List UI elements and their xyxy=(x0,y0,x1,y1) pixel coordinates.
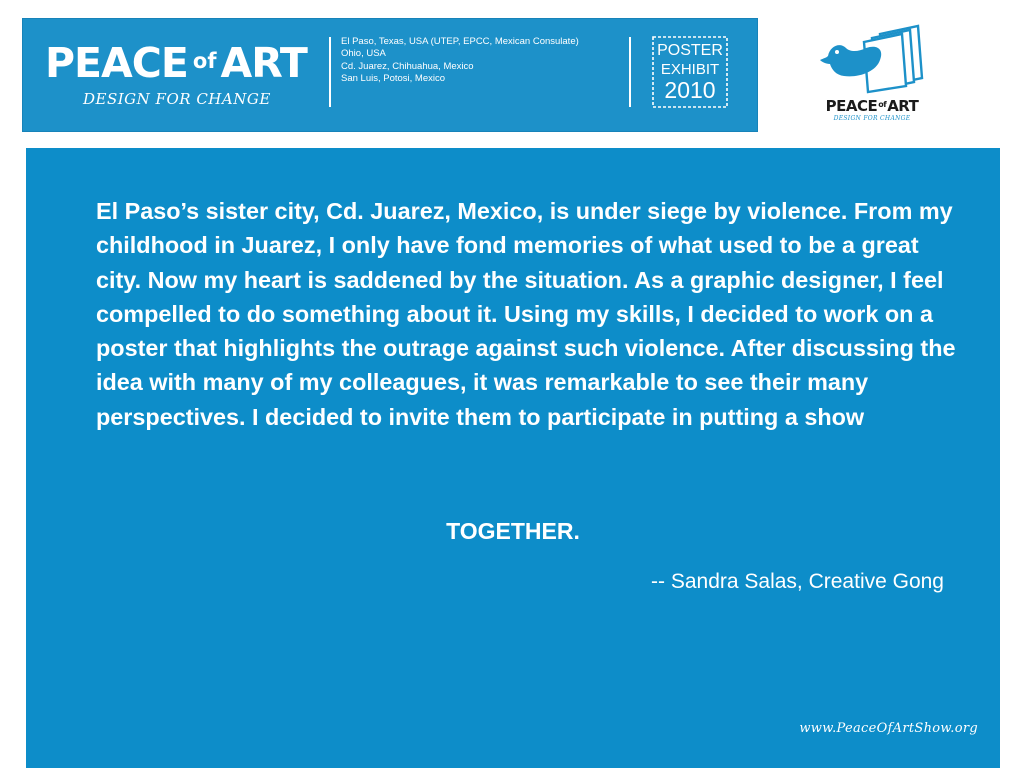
poster-exhibit-badge xyxy=(651,35,729,109)
website-link[interactable]: www.PeaceOfArtShow.org xyxy=(799,721,978,736)
quote-text: El Paso’s sister city, Cd. Juarez, Mexico, is under siege by violence. From my childhood in Juarez, I only have fond memories of what used to be a great city. Now my heart is saddened by the situation. As a graphic designer, I feel compelled to do something about it. Using my skills, I decided to work on a poster that highlights the outrage against such violence. After discussing the idea with many of my colleagues, it was remarkable to see their many perspectives. I decided to invite them to participate in putting a show xyxy=(96,198,956,430)
brand-title xyxy=(45,39,307,85)
quote-panel xyxy=(26,148,1000,768)
header-banner xyxy=(22,18,758,132)
badge-line-year: 2010 xyxy=(664,77,716,103)
banner-divider-left xyxy=(329,37,331,107)
location-item: San Luis, Potosi, Mexico xyxy=(341,72,446,84)
logo-tagline: DESIGN FOR CHANGE xyxy=(833,115,911,122)
badge-line-poster: POSTER xyxy=(657,42,723,59)
brand-word-of: of xyxy=(192,49,217,73)
logo-wordmark xyxy=(818,97,926,114)
location-item: El Paso, Texas, USA (UTEP, EPCC, Mexican Consulate) xyxy=(341,36,579,47)
dove-poster-logo-icon xyxy=(818,20,930,94)
brand-tagline: DESIGN FOR CHANGE xyxy=(83,90,271,108)
location-item: Ohio, USA xyxy=(341,48,386,60)
banner-divider-right xyxy=(629,37,631,107)
logo-word-peace: PEACE xyxy=(825,97,878,115)
location-list xyxy=(341,36,579,85)
quote-emphasis: TOGETHER. xyxy=(446,518,580,544)
logo-word-of: of xyxy=(878,100,887,109)
brand-word-peace: PEACE xyxy=(45,39,188,87)
brand-word-art: ART xyxy=(220,39,307,87)
logo-word-art: ART xyxy=(887,97,919,115)
quote-attribution: -- Sandra Salas, Creative Gong xyxy=(651,570,944,593)
location-item: Cd. Juarez, Chihuahua, Mexico xyxy=(341,60,474,72)
badge-line-exhibit: EXHIBIT xyxy=(660,61,720,78)
